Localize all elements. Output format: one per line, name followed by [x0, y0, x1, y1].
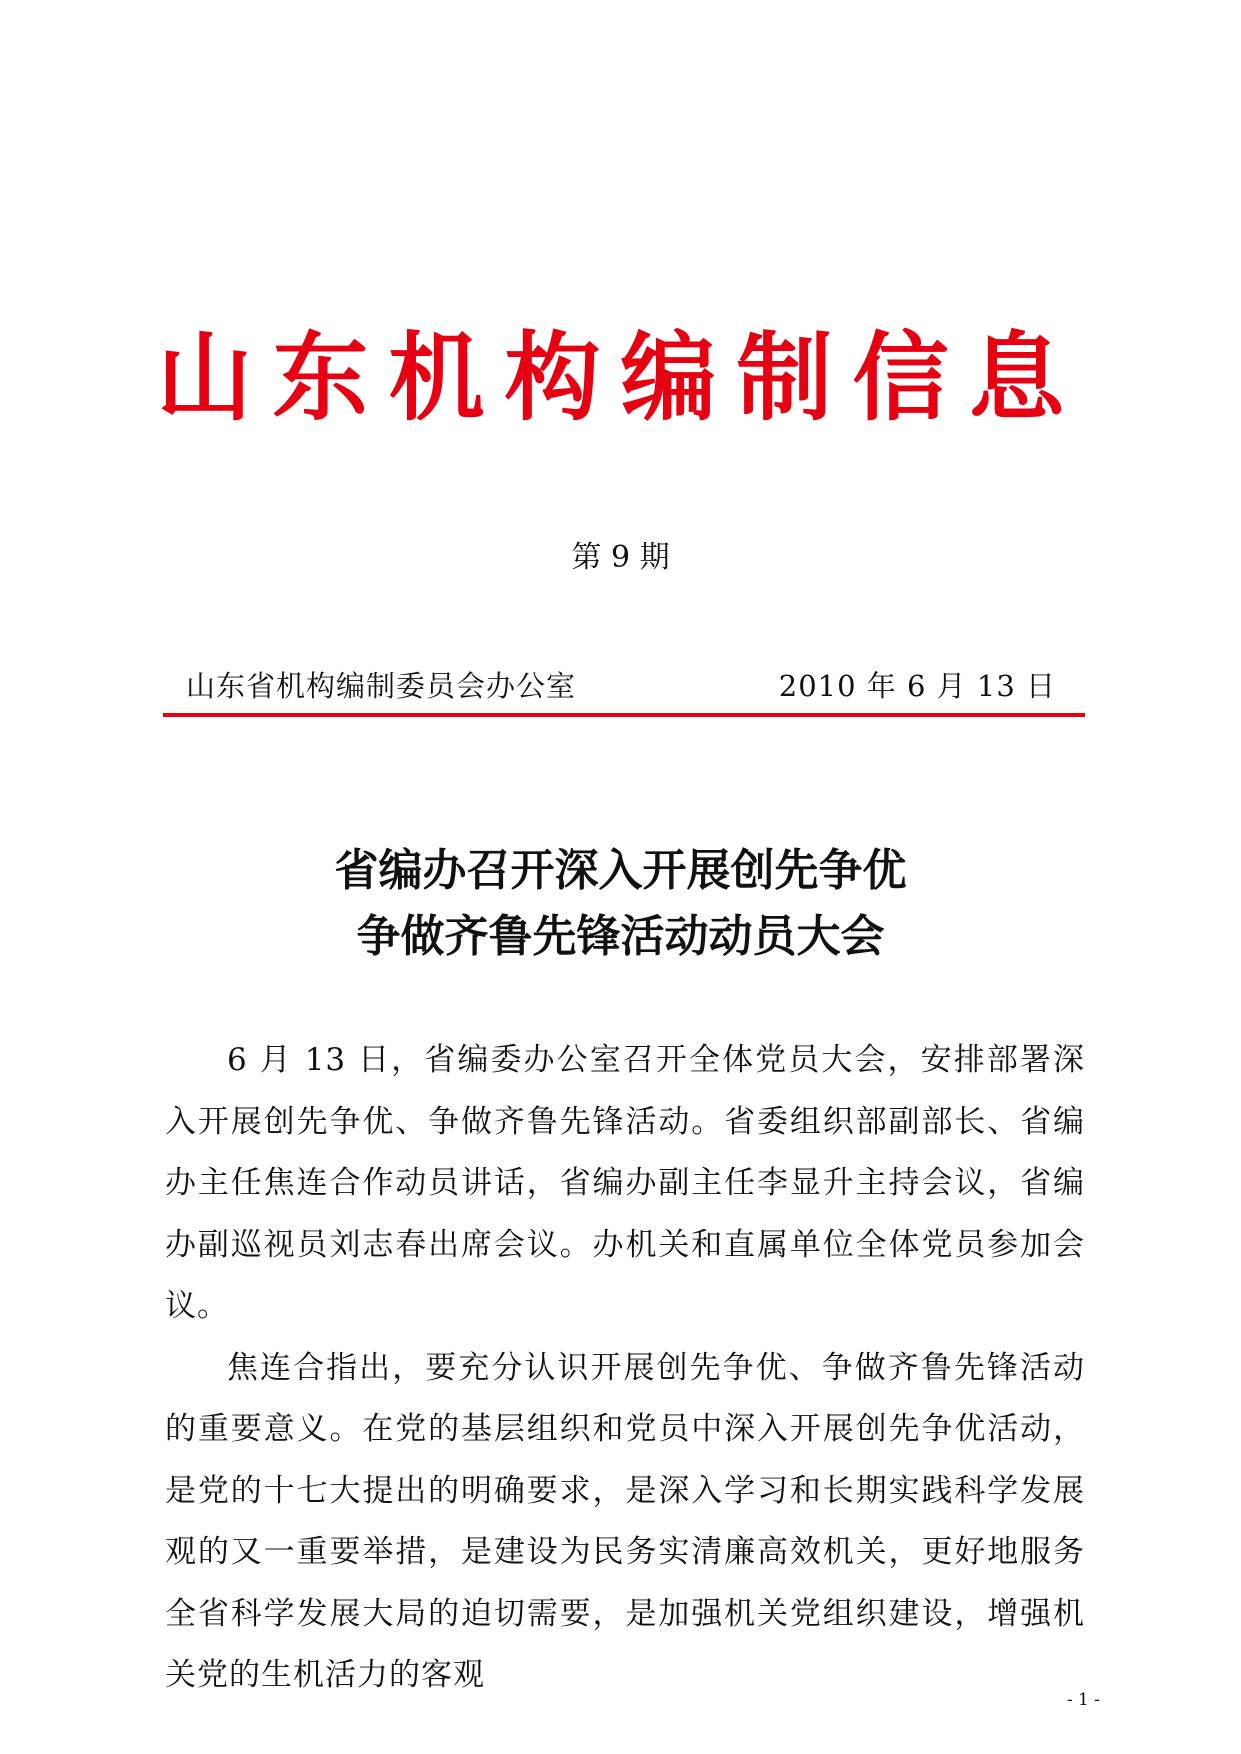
masthead-title: 山东机构编制信息 — [156, 321, 1085, 434]
issue-date: 2010 年 6 月 13 日 — [778, 669, 1056, 703]
issue-number: 第 9 期 — [571, 540, 670, 575]
article-title-line-2: 争做齐鲁先锋活动动员大会 — [356, 911, 885, 962]
article-body — [165, 1030, 1085, 1707]
body-paragraph-2: 焦连合指出，要充分认识开展创先争优、争做齐鲁先锋活动的重要意义。在党的基层组织和党员中深入开展创先争优活动，是党的十七大提出的明确要求，是深入学习和长期实践科学发展观的又一重要举措，是建设为民务实清廉高效机关，更好地服务全省科学发展大局的迫切需要，是加强机关党组织建设，增强机关党的生机活力的客观 — [165, 1349, 1085, 1693]
issuer-row — [186, 665, 1056, 707]
article-title — [0, 838, 1241, 970]
body-paragraph-1: 6 月 13 日，省编委办公室召开全体党员大会，安排部署深入开展创先争优、争做齐鲁先锋活动。省委组织部副部长、省编办主任焦连合作动员讲话，省编办副主任李显升主持会议，省编办副巡视员刘志春出席会议。办机关和直属单位全体党员参加会议。 — [165, 1042, 1085, 1324]
page-number: - 1 - — [1066, 1690, 1100, 1710]
article-title-line-1: 省编办召开深入开展创先争优 — [334, 845, 907, 896]
red-divider-rule — [163, 713, 1085, 717]
issuer-name: 山东省机构编制委员会办公室 — [186, 669, 577, 703]
